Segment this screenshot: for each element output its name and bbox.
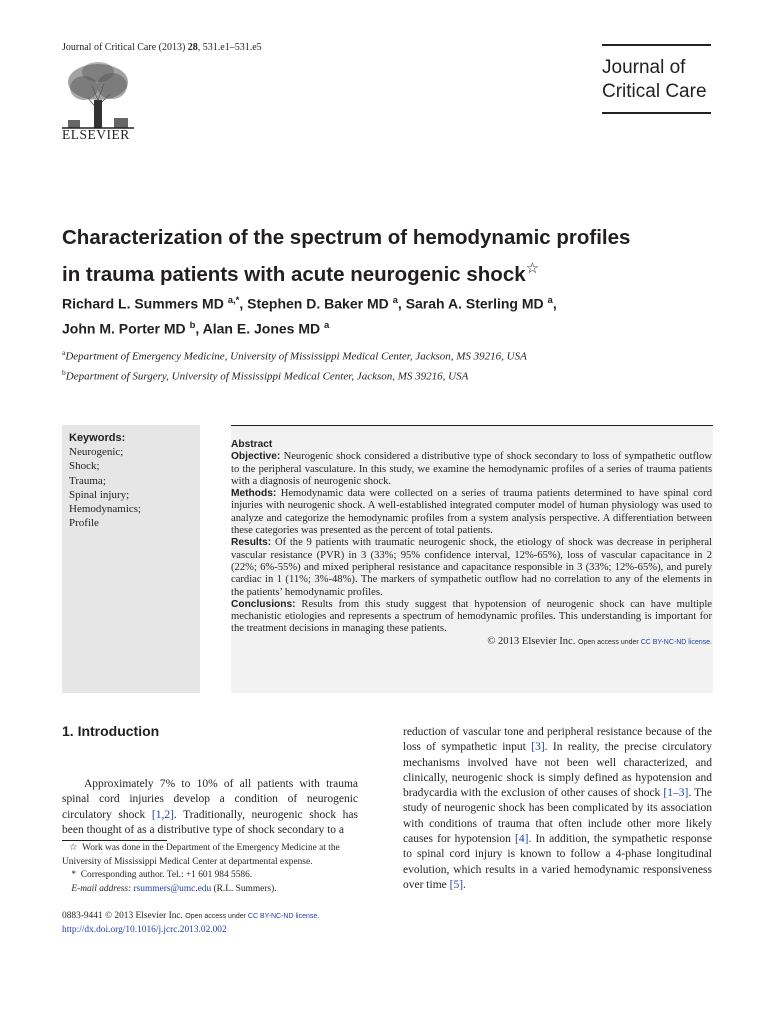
author-name: John M. Porter MD (62, 320, 186, 337)
author-affiliation-sup: a,* (227, 295, 240, 306)
author-affiliation-sup: a (547, 295, 553, 306)
journal-rule-top (602, 44, 711, 46)
keyword-item: Profile (69, 517, 99, 530)
author-name: Stephen D. Baker MD (247, 295, 389, 312)
author-name: Alan E. Jones MD (202, 320, 321, 337)
footnote-star: ☆ Work was done in the Department of the Emergency Medicine at the University of Mississippi Medical Center at departmental expense. (62, 843, 340, 867)
title-footnote-star[interactable]: ☆ (525, 260, 540, 277)
intro-column-right: reduction of vascular tone and peripheral resistance because of the loss of sympathetic input [3]. In reality, the precise circulatory mechanisms involved have not been well characterized, and clinically, neurogenic shock is simply defined as hypotension and bradycardia with the exclusion of other causes of shock [1–3]. The study of neurogenic shock has been complicated by its association with conditions of trauma that often include other more likely causes for hypotension [4]. In addition, the sympathetic response to spinal cord injury is known to follow a 4-phase longitudinal evolution, which results in a varied hemodynamic responsiveness over time [5]. (403, 726, 712, 891)
article-info: 0883-9441 © 2013 Elsevier Inc. Open access under CC BY-NC-ND license. http://dx.doi.org/10.1016/j.jcrc.2013.02.002 (62, 911, 320, 935)
footnote-rule (62, 840, 167, 841)
keyword-item: Hemodynamics; (69, 503, 142, 516)
affiliations (62, 345, 722, 384)
footnotes (62, 842, 372, 896)
abstract-objective: Objective: Neurogenic shock considered a distributive type of shock secondary to loss of sympathetic outflow to the peripheral vasculature. In this study, we examine the hemodynamic profiles of a series of trauma patients with a diagnosis of neurogenic shock. (231, 451, 712, 487)
reference-link[interactable]: [1,2] (151, 808, 174, 821)
affiliation-line: $^a$Department of Emergency Medicine, University of Mississippi Medical Center, Jackson, MS 39216, USA (62, 348, 527, 363)
author-affiliation-sup: a (324, 319, 330, 331)
reference-link[interactable]: [4] (515, 833, 529, 846)
abstract (231, 439, 712, 649)
affiliation-line: $^b$Department of Surgery, University of Mississippi Medical Center, Jackson, MS 39216, USA (62, 367, 469, 383)
keywords-heading: Keywords: (69, 432, 126, 444)
abstract-conclusions: Conclusions: Results from this study suggest that hypotension of neurogenic shock can have multiple mechanistic etiologies and represents a spectrum of hemodynamic profiles. This understanding is important for the treatment decisions in managing these patients. (231, 598, 712, 635)
reference-link[interactable]: [1–3] (663, 787, 689, 800)
author-list: Richard L. Summers MD $^{a,*}$, Stephen D. Baker MD $^a$, Sarah A. Sterling MD $^a$, John M. Porter MD $^b$, Alan E. Jones MD $^a$ (62, 295, 557, 337)
reference-link[interactable]: [3] (531, 741, 545, 754)
article-title: Characterization of the spectrum of hemodynamic profiles in trauma patients with acute neurogenic shock☆ (62, 226, 631, 286)
keyword-item: Neurogenic; (69, 446, 124, 459)
footnote-email: E-mail address: rsummers@umc.edu (R.L. Summers). (71, 883, 277, 894)
doi-link[interactable]: http://dx.doi.org/10.1016/j.jcrc.2013.02.002 (62, 924, 227, 935)
elsevier-tree-logo (62, 60, 134, 130)
section-heading-introduction: 1. Introduction (62, 723, 160, 739)
journal-rule-bottom (602, 112, 711, 114)
author-name: Richard L. Summers MD (62, 295, 224, 312)
author-affiliation-sup: b (189, 319, 196, 331)
abstract-copyright: © 2013 Elsevier Inc. Open access under CC BY-NC-ND license. (487, 635, 712, 647)
keywords-list (69, 431, 197, 530)
license-link[interactable]: CC BY-NC-ND license. (640, 638, 712, 646)
footnote-star-symbol: ☆ (69, 843, 78, 853)
footnote-corresponding: * Corresponding author. Tel.: +1 601 984 5586. (62, 870, 253, 880)
email-link[interactable]: rsummers@umc.edu (133, 883, 212, 894)
intro-column-left: Approximately 7% to 10% of all patients with trauma spinal cord injuries develop a condition of neurogenic circulatory shock [1,2]. Traditionally, neurogenic shock has been thought of as a distributive type of shock secondary to a (62, 778, 358, 836)
abstract-methods: Methods: Hemodynamic data were collected on a series of trauma patients determined to have spinal cord injuries with neurogenic shock. A well-established integrated computer model of human physiology was used to analyze and categorize the hemodynamic profiles from a system analysis perspective. A differentiation between these categories was presented as the percent of total patients. (231, 488, 712, 537)
publisher-name: ELSEVIER (62, 127, 130, 142)
keyword-item: Trauma; (69, 474, 106, 487)
author-affiliation-sup: a (392, 295, 398, 306)
journal-name: Journal of Critical Care (602, 57, 707, 102)
license-link[interactable]: CC BY-NC-ND license. (247, 913, 320, 920)
author-name: Sarah A. Sterling MD (405, 295, 544, 312)
keyword-item: Spinal injury; (69, 488, 130, 501)
reference-link[interactable]: [5] (449, 878, 464, 891)
keyword-item: Shock; (69, 460, 100, 473)
journal-citation: Journal of Critical Care (2013) 28, 531.e1–531.e5 (62, 42, 262, 53)
abstract-results: Results: Of the 9 patients with traumatic neurogenic shock, the etiology of shock was decrease in peripheral vascular resistance (PVR) in 3 (33%; 95% confidence interval, 12%-65%), loss of vascular capacitance in 2 (22%; 6%-55%) and mixed peripheral resistance and capacitance responsible in 3 (33%; 12%-65%), and purely cardiac in 1 (11%; 3%-48%). The markers of sympathetic outflow had no correlation to any of the elements in the patients’ hemodynamic profiles. (231, 537, 712, 598)
abstract-heading: Abstract (231, 439, 273, 450)
